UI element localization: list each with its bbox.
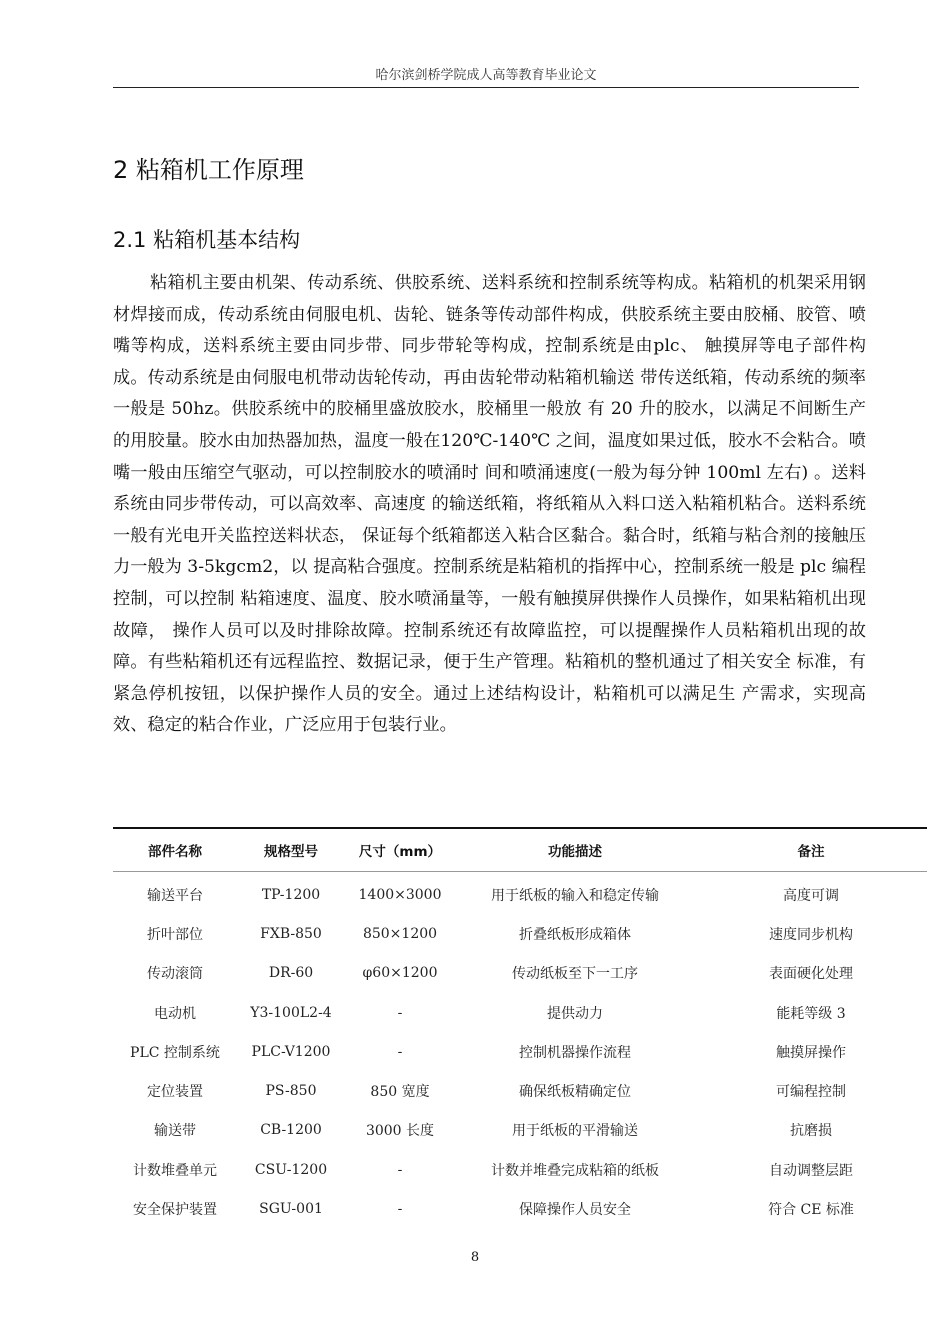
table-row: [113, 872, 927, 915]
table-row: [113, 954, 927, 993]
table-row: [113, 1032, 927, 1071]
table-cell: 折叠纸板形成箱体: [519, 926, 631, 943]
components-table: [113, 827, 927, 1229]
table-header-cell: 部件名称: [148, 844, 202, 860]
table-row: [113, 1150, 927, 1189]
table-cell: FXB-850: [260, 925, 322, 942]
table-header-cell: 规格型号: [264, 844, 318, 860]
table-cell: 确保纸板精确定位: [519, 1084, 631, 1101]
table-cell: 能耗等级 3: [776, 1005, 846, 1022]
table-cell: 传动滚筒: [147, 966, 203, 983]
table-cell: 计数堆叠单元: [133, 1162, 217, 1179]
table-header-row: [113, 828, 927, 872]
table-cell: 速度同步机构: [769, 926, 853, 943]
table-cell: PS-850: [265, 1083, 317, 1100]
table-cell: 提供动力: [547, 1005, 603, 1022]
table-cell: PLC 控制系统: [130, 1044, 220, 1061]
header-divider: [113, 87, 859, 88]
table-cell: -: [397, 1161, 403, 1178]
table-row: [113, 1189, 927, 1228]
table-cell: 符合 CE 标准: [768, 1202, 854, 1219]
table-cell: 传动纸板至下一工序: [512, 966, 638, 983]
table-cell: 表面硬化处理: [769, 966, 853, 983]
table-cell: CSU-1200: [254, 1161, 328, 1178]
table-cell: TP-1200: [261, 886, 321, 903]
table-cell: SGU-001: [259, 1201, 323, 1218]
table-cell: 保障操作人员安全: [519, 1202, 631, 1219]
table-cell: 输送带: [154, 1123, 196, 1140]
section-title: 2.1 粘箱机基本结构: [113, 228, 301, 252]
table-header-cell: 备注: [797, 844, 825, 860]
table-cell: -: [397, 1201, 403, 1218]
table-row: [113, 914, 927, 953]
table-cell: 抗磨损: [790, 1123, 832, 1140]
table-row: [113, 1071, 927, 1110]
table-cell: 1400×3000: [358, 886, 442, 903]
table-row: [113, 993, 927, 1032]
chapter-title: 2 粘箱机工作原理: [113, 156, 304, 184]
running-header: 哈尔滨剑桥学院成人高等教育毕业论文: [375, 68, 597, 83]
table-cell: 可编程控制: [776, 1084, 846, 1101]
table-cell: 定位装置: [147, 1084, 203, 1101]
table-cell: PLC-V1200: [251, 1043, 331, 1060]
table-cell: 850×1200: [362, 925, 438, 942]
table-cell: 3000 长度: [365, 1123, 435, 1140]
table-cell: 输送平台: [147, 887, 203, 904]
table-cell: 用于纸板的平滑输送: [512, 1123, 638, 1140]
table-cell: 电动机: [154, 1005, 196, 1022]
table-header-cell: 尺寸（mm）: [358, 844, 442, 860]
table-cell: 安全保护装置: [133, 1202, 217, 1219]
table-cell: Y3-100L2-4: [250, 1004, 332, 1021]
table-cell: 用于纸板的输入和稳定传输: [491, 887, 659, 904]
table-cell: 控制机器操作流程: [519, 1044, 631, 1061]
table-cell: 触摸屏操作: [776, 1044, 846, 1061]
table-cell: 850 宽度: [370, 1084, 430, 1101]
table-cell: 折叶部位: [147, 926, 203, 943]
table-cell: CB-1200: [260, 1122, 322, 1139]
table-cell: 高度可调: [783, 887, 839, 904]
table-cell: -: [397, 1043, 403, 1060]
table-cell: DR-60: [268, 965, 314, 982]
table-cell: φ60×1200: [362, 965, 438, 982]
table-cell: 计数并堆叠完成粘箱的纸板: [491, 1162, 659, 1179]
table-header-cell: 功能描述: [548, 844, 602, 860]
body-paragraph: 粘箱机主要由机架、传动系统、供胶系统、送料系统和控制系统等构成。粘箱机的机架采用钢材焊接而成，传动系统由伺服电机、齿轮、链条等传动部件构成，供胶系统主要由胶桶、胶管、喷嘴等构成，送料系统主要由同步带、同步带轮等构成，控制系统是由plc、 触摸屏等电子部件构成。传动系统是由伺服电机带动齿轮传动，再由齿轮带动粘箱机输送 带传送纸箱，传动系统的频率一般是 50hz。供胶系统中的胶桶里盛放胶水，胶桶里一般放 有 20 升的胶水，以满足不间断生产的用胶量。胶水由加热器加热，温度一般在120℃-140℃ 之间，温度如果过低，胶水不会粘合。喷嘴一般由压缩空气驱动，可以控制胶水的喷涌时 间和喷涌速度(一般为每分钟 100ml 左右) 。送料系统由同步带传动，可以高效率、高速度 的输送纸箱，将纸箱从入料口送入粘箱机粘合。送料系统一般有光电开关监控送料状态， 保证每个纸箱都送入粘合区黏合。黏合时，纸箱与粘合剂的接触压力一般为 3-5kgcm2，以 提高粘合强度。控制系统是粘箱机的指挥中心，控制系统一般是 plc 编程控制，可以控制 粘箱速度、温度、胶水喷涌量等，一般有触摸屏供操作人员操作，如果粘箱机出现故障， 操作人员可以及时排除故障。控制系统还有故障监控，可以提醒操作人员粘箱机出现的故 障。有些粘箱机还有远程监控、数据记录，便于生产管理。粘箱机的整机通过了相关安全 标准，有紧急停机按钮，以保护操作人员的安全。通过上述结构设计，粘箱机可以满足生 产需求，实现高效、稳定的粘合作业，广泛应用于包装行业。: [113, 273, 866, 736]
table-cell: 自动调整层距: [769, 1162, 853, 1179]
table-cell: -: [397, 1004, 403, 1021]
page-number: 8: [470, 1250, 480, 1265]
table-row: [113, 1111, 927, 1150]
